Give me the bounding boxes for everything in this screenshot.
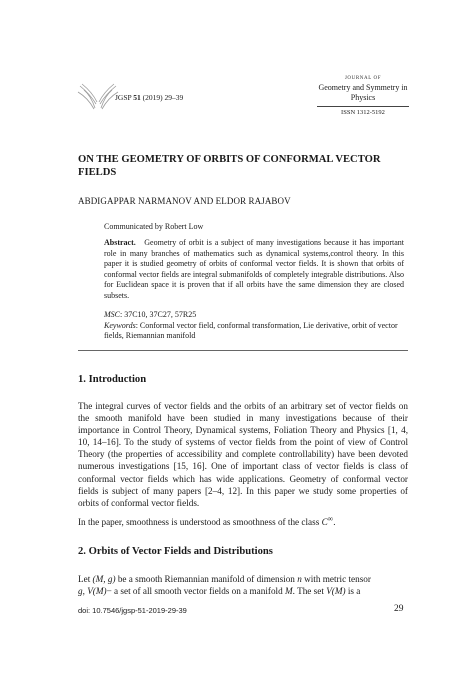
keywords-line xyxy=(104,321,404,342)
s2-text-e: − a set of all smooth vector fields on a manifold xyxy=(106,586,286,597)
section-heading-orbits: 2. Orbits of Vector Fields and Distributions xyxy=(78,546,273,557)
doi: doi: 10.7546/jgsp-51-2019-29-39 xyxy=(78,606,187,615)
communicated-by: Communicated by Robert Low xyxy=(104,222,204,231)
journal-of-label: JOURNAL OF xyxy=(344,76,382,81)
section2-paragraph xyxy=(78,573,408,597)
page-number: 29 xyxy=(394,604,404,614)
paper-authors: ABDIGAPPAR NARMANOV AND ELDOR RAJABOV xyxy=(78,196,291,206)
issn: ISSN 1312-5192 xyxy=(341,109,385,116)
smoothness-paragraph xyxy=(78,513,408,528)
s2-text-a: Let xyxy=(78,574,93,584)
masthead-divider xyxy=(317,106,409,107)
journal-logo xyxy=(76,82,120,112)
s2-math-manifold: (M, g) xyxy=(92,574,116,584)
s2-math-m: M xyxy=(285,586,293,597)
journal-volume: 51 xyxy=(133,93,141,102)
paper-title: ON THE GEOMETRY OF ORBITS OF CONFORMAL VECTOR FIELDS xyxy=(78,154,381,178)
abstract xyxy=(104,238,404,302)
s2-math-g: g xyxy=(78,586,83,597)
abstract-label: Abstract. xyxy=(104,238,136,247)
s2-text-g: is a xyxy=(345,586,361,597)
smoothness-superscript: ∞ xyxy=(327,514,334,523)
s2-math-n: n xyxy=(297,574,302,584)
smoothness-class-symbol: C xyxy=(321,517,328,528)
s2-text-d: , xyxy=(82,586,88,597)
intro-paragraph: The integral curves of vector fields and the orbits of an arbitrary set of vector fields on the smooth manifold have been studied in many investigations because of their importance in Control Theory, Dynamical systems, Foliation Theory and Physics [1, 4, 10, 14–16]. To the study of systems of vector fields from the point of view of Control Theory (the properties of accessibility and complete controllability) have been devoted numerous investigations [15, 16]. One of important class of vector fields is class of conformal vector fields which has wide applications. Geometry of conformal vector fields is subject of many papers [2–4, 12]. In this paper we study some properties of orbits of conformal vector fields. xyxy=(78,401,408,508)
s2-text-c: with metric tensor xyxy=(301,574,371,584)
journal-reference xyxy=(115,93,183,102)
journal-masthead xyxy=(317,76,409,116)
section-heading-introduction: 1. Introduction xyxy=(78,374,147,385)
s2-math-vm: V(M) xyxy=(87,586,107,597)
s2-text-f: . The set xyxy=(292,586,327,597)
journal-abbr: JGSP xyxy=(115,93,132,102)
keywords-label: Keywords xyxy=(104,320,136,330)
journal-name: Geometry and Symmetry in Physics xyxy=(318,83,408,102)
s2-math-vm2: V(M) xyxy=(326,586,346,597)
classification-block xyxy=(104,310,404,342)
msc-label: MSC xyxy=(104,310,120,319)
msc-line xyxy=(104,310,404,321)
msc-codes: : 37C10, 37C27, 57R25 xyxy=(120,310,197,319)
abstract-text: Geometry of orbit is a subject of many investigations because it has important role in many branches of mathematics such as dynamical systems,control theory. In this paper it is studied geometry of orbits of conformal vector fields. It is shown that orbits of conformal vector fields are integral submanifolds of completely integrable distributions. Also for Euclidean space it is proven that if all orbits have the same dimension they are closed subsets. xyxy=(104,238,404,300)
abstract-divider xyxy=(78,350,408,351)
s2-text-b: be a smooth Riemannian manifold of dimension xyxy=(115,574,298,584)
keywords-text: : Conformal vector field, conformal transformation, Lie derivative, orbit of vector fields, Riemannian manifold xyxy=(104,320,398,341)
smoothness-period: . xyxy=(333,517,336,528)
journal-year-pages: (2019) 29–39 xyxy=(142,93,184,102)
smoothness-text: In the paper, smoothness is understood as smoothness of the class xyxy=(78,517,322,528)
